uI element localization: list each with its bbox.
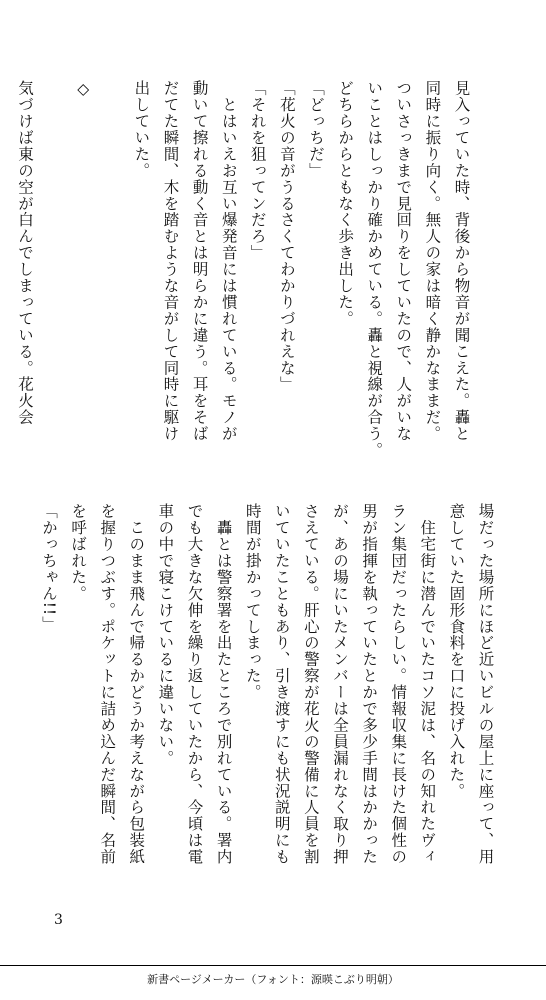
text-line: 住宅街に潜んでいたコソ泥は、名の知れたヴィ [418, 503, 437, 865]
text-line: 見入っていた時、背後から物音が聞こえた。轟と [452, 80, 471, 442]
text-line: いことはしっかり確かめている。轟と視線が合う。 [365, 80, 384, 459]
scene-break-mark: ◇ [74, 80, 93, 99]
text-line: 車の中で寝こけているに違いない。 [156, 503, 175, 767]
text-line: 動いて擦れる動く音とは明らかに違う。耳をそば [190, 80, 209, 442]
text-line: どちらからともなく歩き出した。 [336, 80, 355, 327]
text-line: 気づけば東の空が白んでしまっている。花火会 [16, 80, 34, 426]
text-line: 男が指揮を執っていたとかで多少手間はかかった [360, 503, 379, 865]
text-line: 「それを狙ってンだろ」 [248, 80, 267, 261]
text-line: でも大きな欠伸を繰り返していたから、今頃は電 [185, 503, 204, 865]
text-line: さえている。肝心の警察が花火の警備に人員を割 [301, 503, 320, 865]
text-line: 意していた固形食料を口に投げ入れた。 [447, 503, 466, 800]
page-number: 3 [54, 912, 63, 928]
text-line: いていたこともあり、引き渡すにも状況説明にも [272, 503, 291, 865]
text-line: を呼ばれた。 [69, 503, 88, 602]
text-line: 同時に振り向く。無人の家は暗く静かなままだ。 [423, 80, 442, 442]
text-line: を握りつぶす。ポケットに詰め込んだ瞬間、名前 [98, 503, 117, 865]
text-line: とはいえお互い爆発音には慣れている。モノが [219, 80, 238, 442]
text-line: このまま飛んで帰るかどうか考えながら包装紙 [127, 503, 146, 865]
text-line: 「花火の音がうるさくてわかりづれえな」 [277, 80, 296, 393]
text-line: だてた瞬間、木を踏むような音がして同時に駆け [161, 80, 180, 442]
text-line: 時間が掛かってしまった。 [243, 503, 262, 701]
text-line: 轟とは警察署を出たところで別れている。署内 [214, 503, 233, 865]
bottom-divider [0, 965, 546, 966]
text-line: が、あの場にいたメンバーは全員漏れなく取り押 [331, 503, 349, 865]
footer-credit: 新書ページメーカー（フォント：源暎こぶり明朝） [147, 973, 399, 986]
text-line: ラン集団だったらしい。情報収集に長けた個性の [389, 503, 408, 865]
text-line: ついさっきまで見回りをしていたので、人がいな [394, 80, 413, 442]
text-line: 出していた。 [132, 80, 151, 179]
text-line: 「どっちだ」 [307, 80, 325, 179]
text-line: 「かっちゃん!!」 [40, 503, 58, 633]
text-line: 場だった場所にほど近いビルの屋上に座って、用 [476, 503, 495, 865]
